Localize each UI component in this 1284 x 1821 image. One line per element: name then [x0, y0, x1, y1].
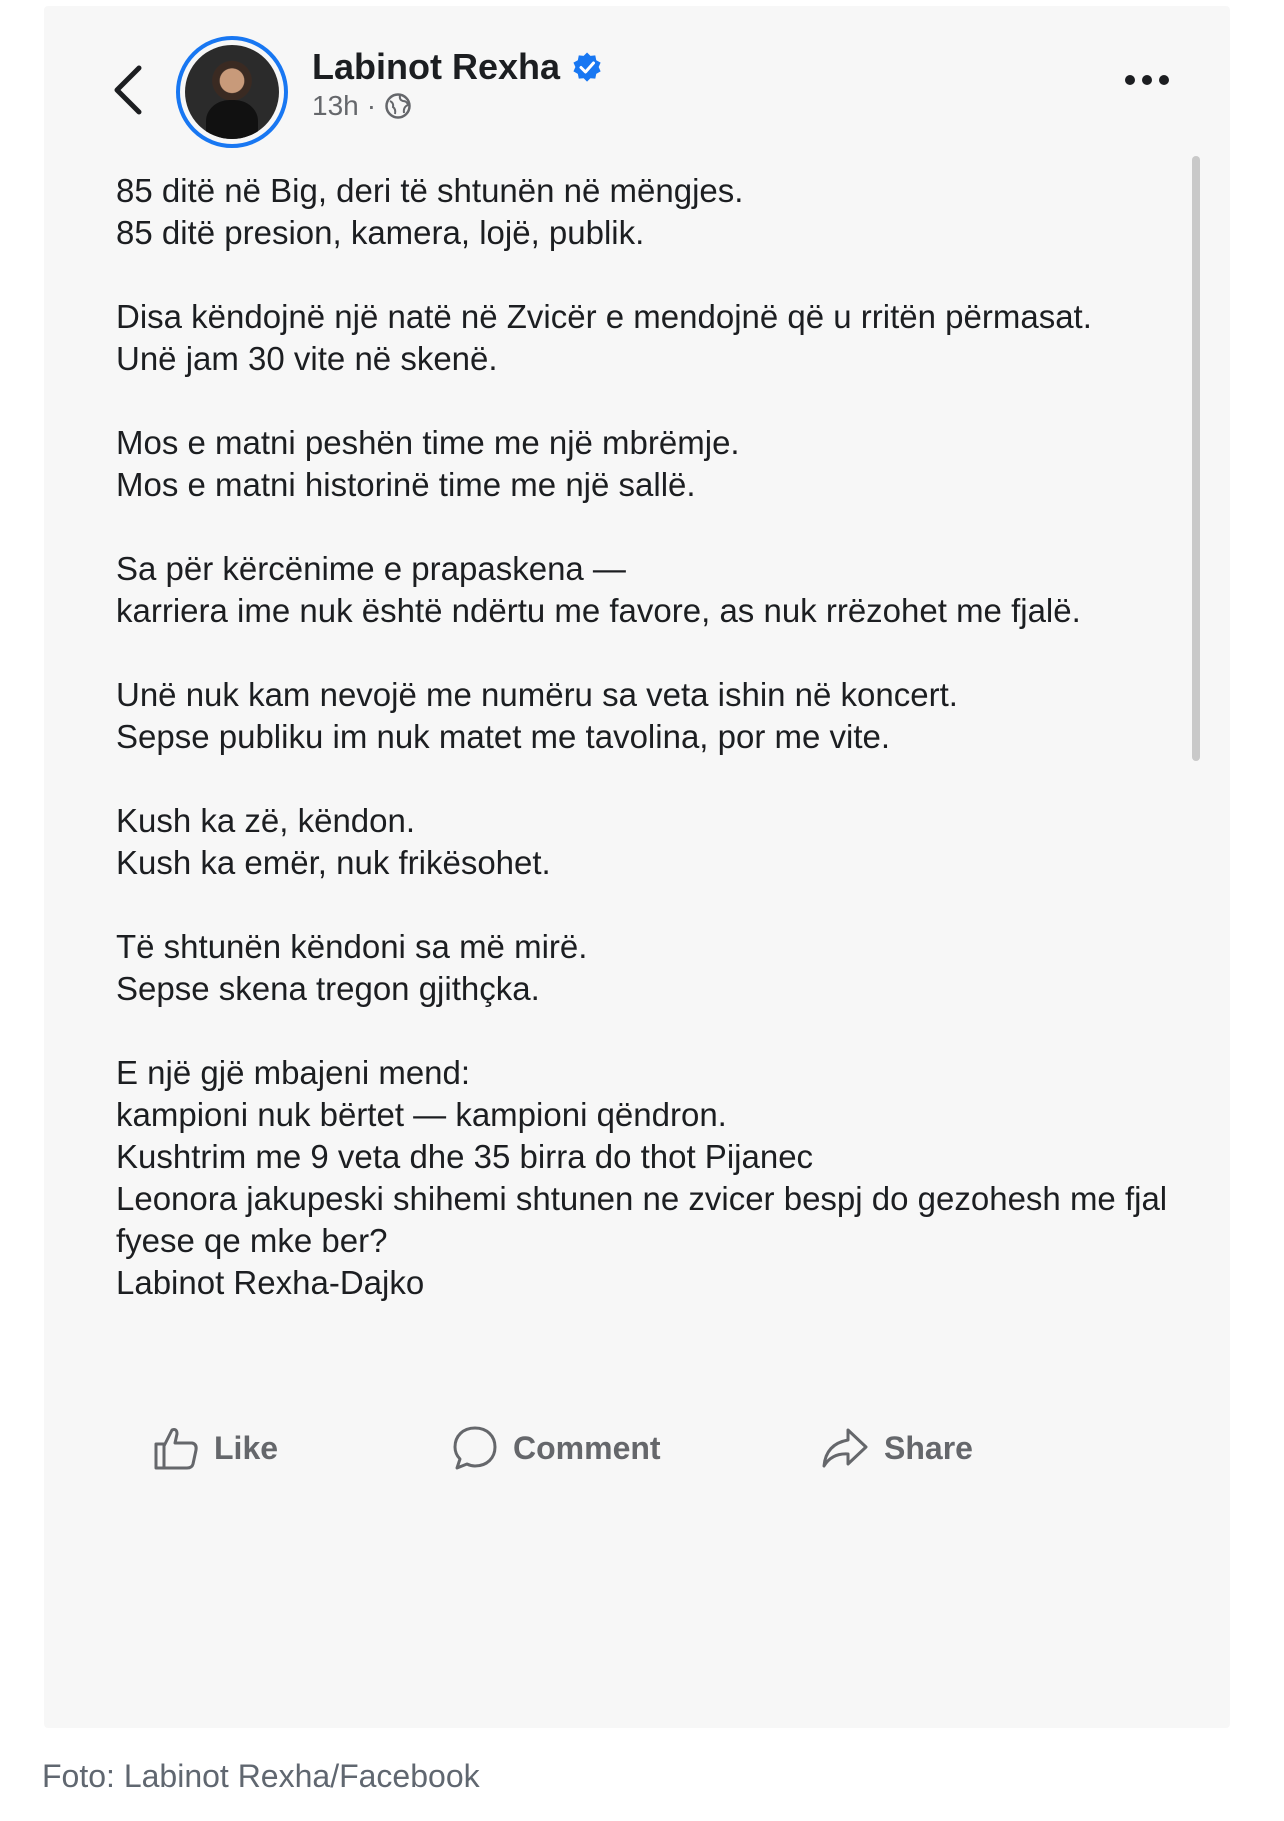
post-text-line: Unë jam 30 vite në skenë.: [116, 340, 498, 377]
author-row: [312, 46, 602, 88]
post-text-line: Unë nuk kam nevojë me numëru sa veta ishin në koncert.: [116, 676, 958, 713]
post-text-line: Të shtunën këndoni sa më mirë.: [116, 928, 588, 965]
chevron-left-icon: [111, 64, 145, 116]
post-text-line: karriera ime nuk është ndërtu me favore, as nuk rrëzohet me fjalë.: [116, 592, 1081, 629]
action-bar: [44, 1416, 1230, 1480]
post-text-line: kampioni nuk bërtet — kampioni qëndron.: [116, 1096, 727, 1133]
avatar[interactable]: [176, 36, 288, 148]
like-button[interactable]: [152, 1416, 278, 1480]
post-paragraph: [116, 548, 1196, 632]
thumbs-up-icon: [152, 1424, 200, 1472]
more-horizontal-icon: [1124, 74, 1170, 86]
post-card: [44, 6, 1230, 1728]
comment-label: Comment: [513, 1429, 661, 1466]
photo-caption: Foto: Labinot Rexha/Facebook: [42, 1758, 480, 1794]
post-text-line: Mos e matni peshën time me një mbrëmje.: [116, 424, 740, 461]
share-label: Share: [884, 1429, 973, 1466]
post-text-line: 85 ditë presion, kamera, lojë, publik.: [116, 214, 645, 251]
author-name[interactable]: Labinot Rexha: [312, 46, 561, 87]
globe-icon: [384, 92, 412, 120]
post-paragraph: [116, 170, 1196, 254]
post-text-line: 85 ditë në Big, deri të shtunën në mëngjes.: [116, 172, 744, 209]
post-text-line: Mos e matni historinë time me një sallë.: [116, 466, 696, 503]
post-text-line: Leonora jakupeski shihemi shtunen ne zvicer bespj do gezohesh me fjal fyese qe mke ber?: [116, 1180, 1168, 1259]
post-paragraph: [116, 926, 1196, 1010]
post-text-line: Disa këndojnë një natë në Zvicër e mendojnë që u rritën përmasat.: [116, 298, 1092, 335]
post-text-line: Labinot Rexha-Dajko: [116, 1264, 425, 1301]
share-button[interactable]: [820, 1416, 973, 1480]
post-text-line: Kushtrim me 9 veta dhe 35 birra do thot Pijanec: [116, 1138, 814, 1175]
post-text-line: Kush ka zë, këndon.: [116, 802, 416, 839]
post-text-line: Sepse skena tregon gjithçka.: [116, 970, 540, 1007]
post-paragraph: [116, 1052, 1196, 1304]
avatar-image: [185, 45, 279, 139]
post-meta: [312, 90, 412, 122]
post-paragraph: [116, 800, 1196, 884]
more-options-button[interactable]: [1112, 60, 1182, 100]
meta-separator: ·: [366, 90, 377, 121]
post-body: [116, 170, 1196, 1346]
post-paragraph: [116, 674, 1196, 758]
post-paragraph: [116, 422, 1196, 506]
post-time[interactable]: 13h: [312, 90, 359, 121]
verified-badge-icon: [572, 52, 602, 82]
like-label: Like: [214, 1429, 279, 1466]
post-paragraph: [116, 296, 1196, 380]
back-button[interactable]: [96, 58, 160, 122]
speech-bubble-icon: [451, 1424, 499, 1472]
post-text-line: Sa për kërcënime e prapaskena —: [116, 550, 626, 587]
post-text-line: Kush ka emër, nuk frikësohet.: [116, 844, 551, 881]
post-text-line: E një gjë mbajeni mend:: [116, 1054, 471, 1091]
comment-button[interactable]: [451, 1416, 661, 1480]
post-text-line: Sepse publiku im nuk matet me tavolina, por me vite.: [116, 718, 891, 755]
share-arrow-icon: [820, 1424, 870, 1472]
